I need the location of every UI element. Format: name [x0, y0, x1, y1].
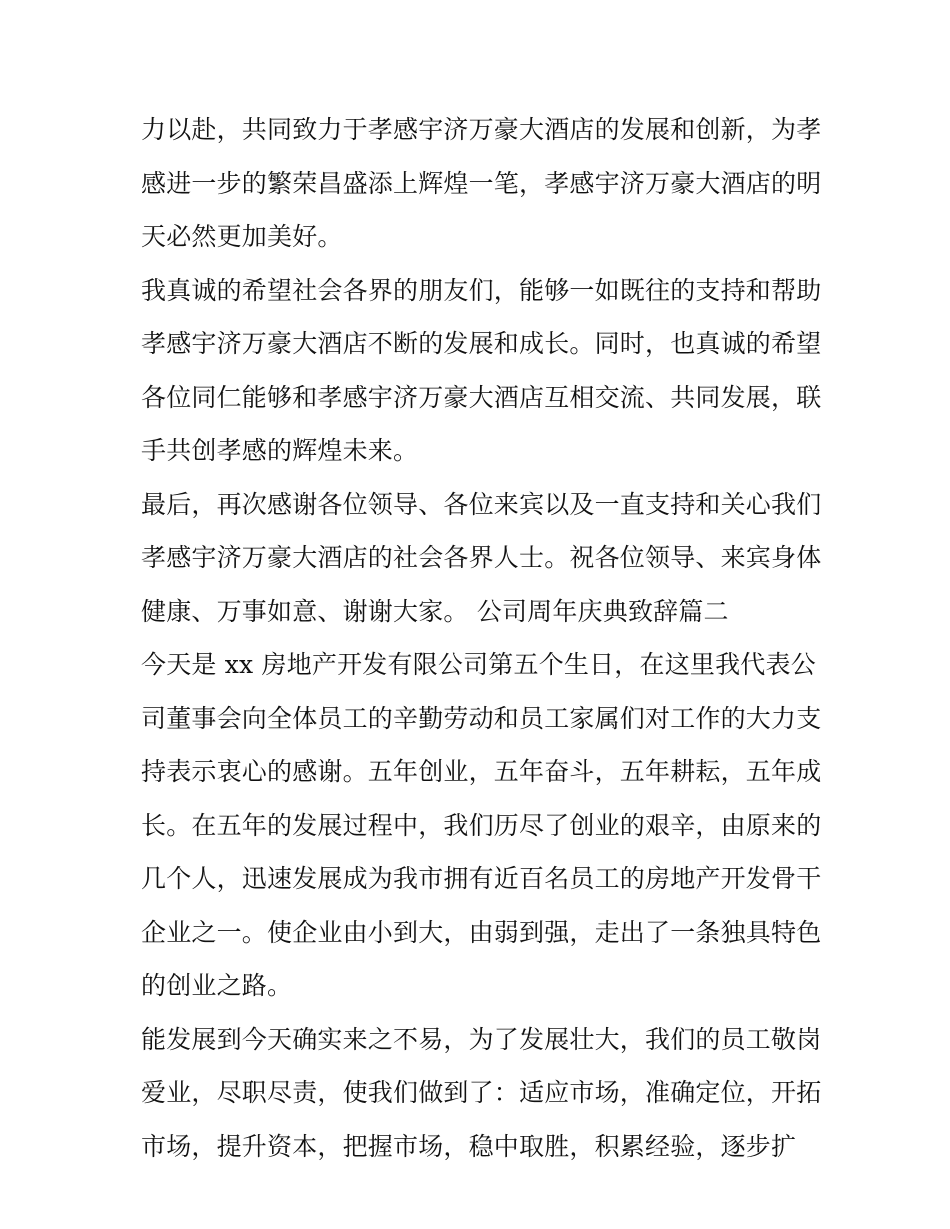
- text-line: 企业之一。使企业由小到大，由弱到强，走出了一条独具特色: [141, 917, 822, 947]
- text-line: 几个人，迅速发展成为我市拥有近百名员工的房地产开发骨干: [141, 864, 822, 893]
- text-line: 的创业之路。: [141, 971, 293, 1000]
- text-line: 各位同仁能够和孝感宇济万豪大酒店互相交流、共同发展，联: [141, 382, 822, 412]
- text-line: 我真诚的希望社会各界的朋友们，能够一如既往的支持和帮助: [141, 275, 822, 305]
- text-line: 能发展到今天确实来之不易，为了发展壮大，我们的员工敬岗: [141, 1024, 822, 1054]
- text-line: 持表示衷心的感谢。五年创业，五年奋斗，五年耕耘，五年成: [141, 757, 822, 786]
- text-line: 力以赴，共同致力于孝感宇济万豪大酒店的发展和创新，为孝: [141, 115, 822, 144]
- text-line: 爱业，尽职尽责，使我们做到了：适应市场，准确定位，开拓: [141, 1078, 822, 1107]
- text-line: 孝感宇济万豪大酒店的社会各界人士。祝各位领导、来宾身体: [141, 543, 822, 572]
- text-line: 今天是 xx 房地产开发有限公司第五个生日，在这里我代表公: [141, 650, 816, 679]
- text-line: 最后，再次感谢各位领导、各位来宾以及一直支持和关心我们: [141, 489, 822, 519]
- text-line: 长。在五年的发展过程中，我们历尽了创业的艰辛，由原来的: [141, 810, 822, 840]
- text-line: 市场，提升资本，把握市场，稳中取胜，积累经验，逐步扩: [141, 1131, 797, 1161]
- body-text: [141, 110, 821, 1180]
- text-line: 感进一步的繁荣昌盛添上辉煌一笔，孝感宇济万豪大酒店的明: [141, 168, 822, 198]
- text-line: 司董事会向全体员工的辛勤劳动和员工家属们对工作的大力支: [141, 703, 822, 733]
- text-line: 健康、万事如意、谢谢大家。 公司周年庆典致辞篇二: [141, 596, 729, 626]
- text-line: 天必然更加美好。: [141, 222, 343, 251]
- text-line: 手共创孝感的辉煌未来。: [141, 436, 419, 465]
- text-line: 孝感宇济万豪大酒店不断的发展和成长。同时，也真诚的希望: [141, 329, 822, 358]
